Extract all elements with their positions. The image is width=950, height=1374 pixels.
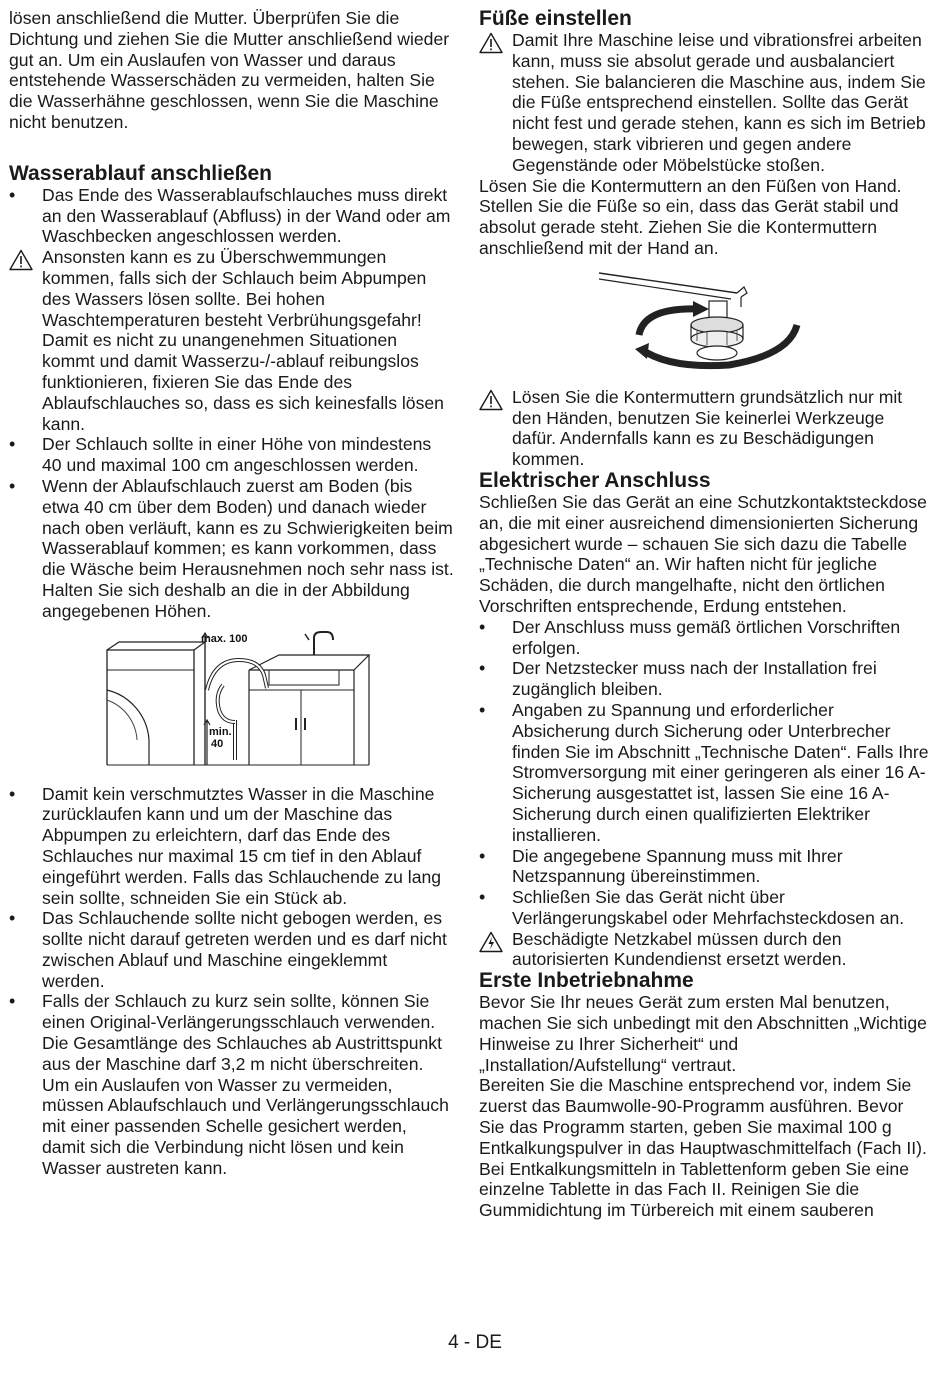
first-use-paragraph-1: Bevor Sie Ihr neues Gerät zum ersten Mal benutzen, machen Sie sich unbedingt mit den Abschnitten „Wichtige Hinweise zu Ihrer Sicherheit“ und „Installation/Aufstellung“ vertraut. (479, 992, 927, 1075)
list-item: • Das Schlauchende sollte nicht gebogen werden, es sollte nicht darauf getreten werden und es darf nicht zwischen Ablauf und Maschine eingeklemmt werden. (9, 908, 454, 991)
electric-warning-icon (479, 931, 503, 953)
feet-warning (479, 30, 929, 176)
list-item: • Das Ende des Wasserablaufschlauches muss direkt an den Wasserablauf (Abfluss) in der Wand oder am Waschbecken angeschlossen werden. (9, 185, 454, 247)
list-item: • Damit kein verschmutztes Wasser in die Maschine zurücklaufen kann und um der Maschine das Abpumpen zu erleichtern, darf das Ende des Schlauches nur maximal 15 cm tief in den Ablauf eingeführt werden. Falls das Schlauchende zu lang sein sollte, schneiden Sie ein Stück ab. (9, 784, 454, 909)
warning-triangle-icon (479, 389, 503, 411)
first-use-paragraph-2: Bereiten Sie die Maschine entsprechend vor, indem Sie zuerst das Baumwolle-90-Programm ausführen. Bevor Sie das Programm starten, geben Sie maximal 100 g Entkalkungspulver in das Hauptwaschmittelfach (Fach II). Bei Entkalkungsmitteln in Tablettenform geben Sie eine einzelne Tablette in das Fach II. Reinigen Sie die Gummidichtung im Türbereich mit einem sauberen (479, 1075, 927, 1221)
electrical-bullets (479, 617, 929, 929)
page-number: 4 - DE (448, 1332, 502, 1353)
drain-warning (9, 247, 454, 434)
list-item: • Schließen Sie das Gerät nicht über Verlängerungskabel oder Mehrfachsteckdosen an. (479, 887, 929, 929)
feet-warning-text: Damit Ihre Maschine leise und vibrationsfrei arbeiten kann, muss sie absolut gerade und ausbalanciert stehen. Sie balancieren die Maschine aus, indem Sie die Füße entsprechend einstellen. Sollte das Gerät nicht fest und gerade stehen, kann es sich im Betrieb bewegen, stark vibrieren und gegen andere Gegenstände oder Möbelstücke stoßen. (512, 30, 926, 175)
feet-paragraph: Lösen Sie die Kontermuttern an den Füßen von Hand. Stellen Sie die Füße so ein, dass das Gerät stabil und absolut gerade steht. Ziehen Sie die Kontermuttern anschließend mit der Hand an. (479, 175, 902, 258)
right-column (479, 8, 929, 1221)
drain-bullets-2 (9, 434, 454, 621)
list-item: • Der Anschluss muss gemäß örtlichen Vorschriften erfolgen. (479, 617, 929, 659)
drain-heading: Wasserablauf anschließen (9, 161, 272, 185)
first-use-heading: Erste Inbetriebnahme (479, 969, 694, 993)
warning-triangle-icon (9, 249, 33, 271)
nut-warning-text: Lösen Sie die Kontermuttern grundsätzlich nur mit den Händen, benutzen Sie keinerlei Werkzeuge dafür. Andernfalls kann es zu Beschädigungen kommen. (512, 386, 903, 470)
list-item: • Angaben zu Spannung und erforderlicher Absicherung durch Sicherung oder Unterbrecher finden Sie im Abschnitt „Technische Daten“. Falls Ihre Stromversorgung mit einer geringeren als einer 16 A-Sicherung ausgestattet ist, lassen Sie eine 16 A-Sicherung durch einen qualifizierten Elektriker installieren. (479, 700, 929, 846)
feet-heading: Füße einstellen (479, 7, 632, 30)
left-column (9, 8, 454, 1179)
list-item: • Wenn der Ablaufschlauch zuerst am Boden (bis etwa 40 cm über dem Boden) und danach wieder nach oben verläuft, kann es zu Schwierigkeiten beim Wasserablauf kommen; es kann vorkommen, dass die Wäsche beim Herausnehmen noch sehr nass ist. Halten Sie sich deshalb an die in der Abbildung angegebenen Höhen. (9, 476, 454, 622)
drain-bullets-1 (9, 185, 454, 247)
drain-warning-text: Ansonsten kann es zu Überschwemmungen kommen, falls sich der Schlauch beim Abpumpen des Wassers lösen sollte. Bei hohen Waschtemperaturen besteht Verbrühungsgefahr! Damit es nicht zu unangenehmen Situationen kommt und damit Wasserzu-/-ablauf reibungslos funktionieren, fixieren Sie das Ende des Ablaufschlauches so, dass es sich keinesfalls lösen kann. (42, 247, 444, 434)
electrical-paragraph: Schließen Sie das Gerät an eine Schutzkontaktsteckdose an, die mit einer ausreichend dimensionierten Sicherung abgesichert wurde – schauen Sie sich dazu die Tabelle „Technische Daten“ an. Wir haften nicht für jegliche Schäden, die durch mangelhafte, nicht den örtlichen Vorschriften entsprechende, Erdung entstehen. (479, 491, 927, 616)
nut-warning (479, 387, 929, 470)
electrical-warning (479, 929, 929, 971)
electrical-warning-text: Beschädigte Netzkabel müssen durch den autorisierten Kundendienst ersetzt werden. (512, 928, 847, 970)
max-height-label: max. 100 (201, 632, 248, 645)
intro-paragraph: lösen anschließend die Mutter. Überprüfen Sie die Dichtung und ziehen Sie die Mutter anschließend wieder gut an. Um ein Auslaufen von Wasser und daraus entstehende Wasserschäden zu vermeiden, halten Sie die Wasserhähne geschlossen, wenn Sie die Maschine nicht benutzen. (9, 8, 450, 132)
min-height-value: 40 (211, 737, 224, 750)
warning-triangle-icon (479, 32, 503, 54)
list-item: • Der Schlauch sollte in einer Höhe von mindestens 40 und maximal 100 cm angeschlossen werden. (9, 434, 454, 476)
foot-adjust-figure (479, 265, 929, 385)
list-item: • Die angegebene Spannung muss mit Ihrer Netzspannung übereinstimmen. (479, 846, 929, 888)
electrical-heading: Elektrischer Anschluss (479, 468, 711, 492)
drain-height-figure (9, 630, 454, 778)
min-height-label: min. (209, 725, 232, 738)
list-item: • Falls der Schlauch zu kurz sein sollte, können Sie einen Original-Verlängerungsschlauch verwenden. Die Gesamtlänge des Schlauches ab Austrittspunkt aus der Maschine darf 3,2 m nicht überschreiten. Um ein Auslaufen von Wasser zu vermeiden, müssen Ablaufschlauch und Verlängerungsschlauch mit einer passenden Schelle gesichert werden, damit sich die Verbindung nicht lösen und kein Wasser austreten kann. (9, 991, 454, 1178)
list-item: • Der Netzstecker muss nach der Installation frei zugänglich bleiben. (479, 658, 929, 700)
drain-bullets-3 (9, 784, 454, 1179)
